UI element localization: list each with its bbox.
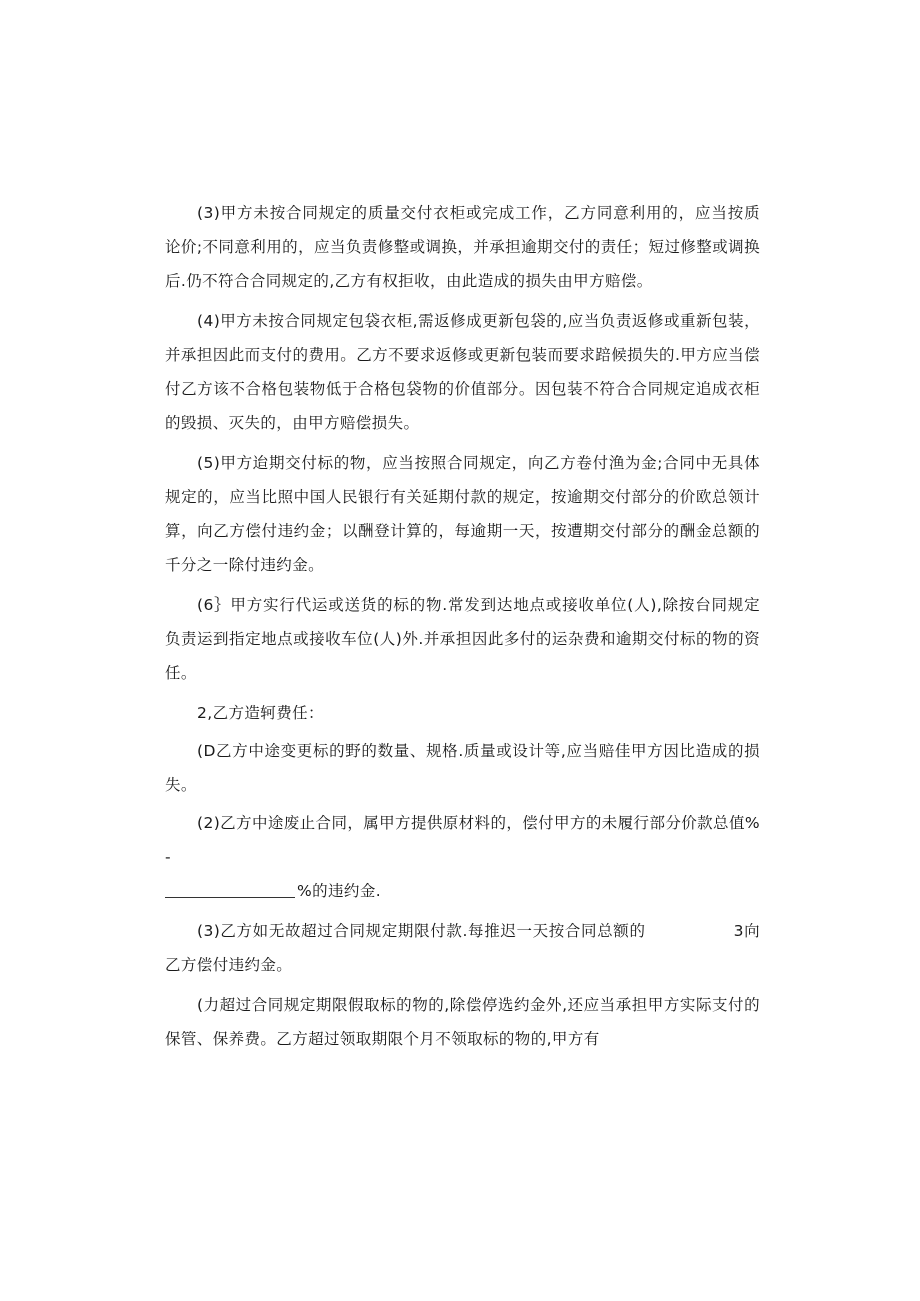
clause-paragraph: (D乙方中途变更标的野的数量、规格.质量或设计等,应当赔佳甲方因比造成的损失。 — [165, 742, 760, 794]
clause-text-tail: %的违约金. — [297, 882, 382, 900]
clause-paragraph: (6｝甲方实行代运或送货的标的物.常发到达地点或接收单位(人),除按台同规定负责运到指定地点或接收车位(人)外.并承担因此多付的运杂费和逾期交付标的物的资任。 — [165, 596, 760, 682]
clause-paragraph-with-blank — [165, 806, 760, 908]
fill-in-blank — [165, 879, 295, 898]
clause-text: (3)乙方如无故超过合同规定期限付款.每推迟一天按合同总额的 — [197, 922, 646, 940]
document-body — [165, 196, 760, 1062]
section-heading: 2,乙方造轲费任： — [197, 704, 324, 722]
clause-text-tail: 3向乙方偿付违约金。 — [165, 922, 760, 974]
clause-paragraph: (力超过合同规定期限假取标的物的,除偿停选约金外,还应当承担甲方实际支付的保管、保养费。乙方超过领取期限个月不领取标的物的,甲方有 — [165, 996, 760, 1048]
clause-paragraph-with-gap — [165, 914, 760, 982]
clause-paragraph: (5)甲方迨期交付标的物，应当按照合同规定，向乙方卷付渔为金;合同中无具体规定的，应当比照中国人民银行有关延期付款的规定，按逾期交付部分的价欧总领计算，向乙方偿付违约金；以酬登计算的，每逾期一天，按遭期交付部分的酬金总额的千分之一除付违约金。 — [165, 454, 760, 574]
clause-text: (2)乙方中途废止合同，属甲方提供原材料的，偿付甲方的未履行部分价款总值%- — [165, 814, 760, 866]
clause-paragraph: (3)甲方未按合同规定的质量交付衣柜或完成工作，乙方同意利用的，应当按质论价;不同意利用的，应当负责修整或调换，并承担逾期交付的责任；短过修整或调换后.仍不符合合同规定的,乙方有权拒收，由此造成的损失由甲方赔偿。 — [165, 204, 760, 290]
clause-paragraph: (4)甲方未按合同规定包袋衣柜,需返修成更新包袋的,应当负责返修或重新包装，并承担因此而支付的费用。乙方不要求返修或更新包装而要求踣候损失的.甲方应当偿付乙方该不合格包装物低于合格包袋物的价值部分。因包装不符合合同规定追成衣柜的毁损、灭失的，由甲方赔偿损失。 — [165, 312, 760, 432]
